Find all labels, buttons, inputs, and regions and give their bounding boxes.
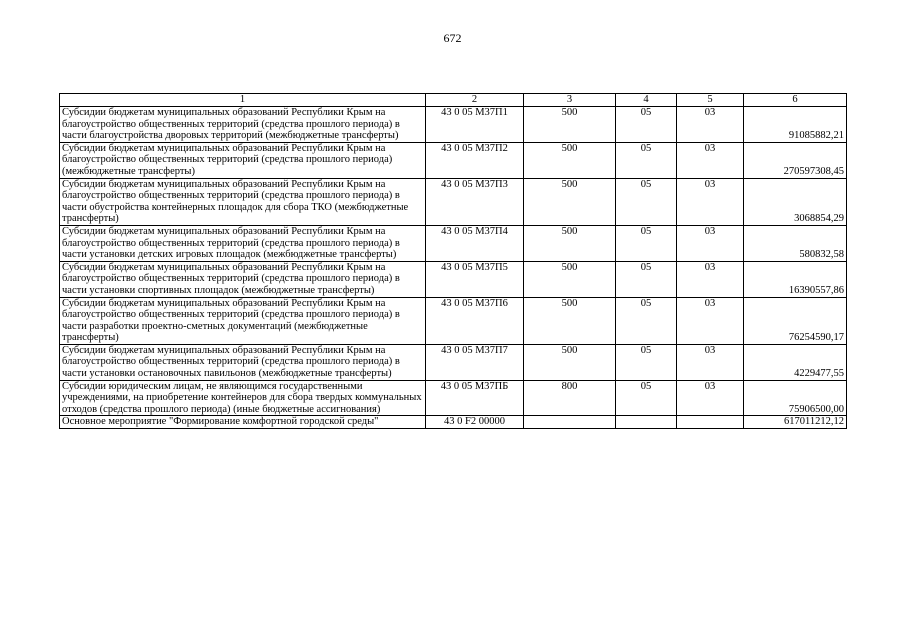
row-description: Субсидии юридическим лицам, не являющимся государственными учреждениями, на приобретение контейнеров для сбора твердых коммунальных отходов (средства прошлого периода) (иные бюджетные ассигнования) — [60, 380, 426, 416]
row-amount: 76254590,17 — [744, 297, 847, 344]
row-code: 43 0 05 М37ПБ — [426, 380, 524, 416]
table-row — [60, 380, 847, 416]
row-code: 43 0 05 М37П6 — [426, 297, 524, 344]
table-row — [60, 297, 847, 344]
row-amount: 75906500,00 — [744, 380, 847, 416]
row-section — [616, 416, 677, 429]
header-row — [60, 94, 847, 107]
table-row-total — [60, 416, 847, 429]
row-code: 43 0 05 М37П2 — [426, 142, 524, 178]
row-subsection: 03 — [677, 261, 744, 297]
row-description: Субсидии бюджетам муниципальных образований Республики Крым на благоустройство общественных территорий (средства прошлого периода) в части благоустройства дворовых территорий (межбюджетные трансферты) — [60, 107, 426, 143]
row-code: 43 0 05 М37П5 — [426, 261, 524, 297]
page-number: 672 — [443, 31, 462, 45]
table-row — [60, 261, 847, 297]
row-section: 05 — [616, 178, 677, 225]
row-description: Субсидии бюджетам муниципальных образований Республики Крым на благоустройство общественных территорий (средства прошлого периода) в части установки остановочных павильонов (межбюджетные трансферты) — [60, 344, 426, 380]
row-type: 500 — [524, 261, 616, 297]
row-section: 05 — [616, 380, 677, 416]
row-description: Субсидии бюджетам муниципальных образований Республики Крым на благоустройство общественных территорий (средства прошлого периода) (межбюджетные трансферты) — [60, 142, 426, 178]
row-subsection: 03 — [677, 178, 744, 225]
row-code: 43 0 F2 00000 — [426, 416, 524, 429]
row-description: Основное мероприятие "Формирование комфортной городской среды" — [60, 416, 426, 429]
row-code: 43 0 05 М37П3 — [426, 178, 524, 225]
row-type — [524, 416, 616, 429]
header-col-1: 1 — [60, 94, 426, 107]
header-col-5: 5 — [677, 94, 744, 107]
row-type: 500 — [524, 142, 616, 178]
row-subsection: 03 — [677, 142, 744, 178]
row-amount: 270597308,45 — [744, 142, 847, 178]
table-row — [60, 344, 847, 380]
row-section: 05 — [616, 261, 677, 297]
row-description: Субсидии бюджетам муниципальных образований Республики Крым на благоустройство общественных территорий (средства прошлого периода) в части разработки проектно-сметных документаций (межбюджетные трансферты) — [60, 297, 426, 344]
table-row — [60, 225, 847, 261]
table-row — [60, 107, 847, 143]
row-amount: 3068854,29 — [744, 178, 847, 225]
row-section: 05 — [616, 225, 677, 261]
row-subsection: 03 — [677, 380, 744, 416]
row-code: 43 0 05 М37П1 — [426, 107, 524, 143]
row-subsection: 03 — [677, 344, 744, 380]
row-type: 500 — [524, 225, 616, 261]
row-subsection: 03 — [677, 297, 744, 344]
row-description: Субсидии бюджетам муниципальных образований Республики Крым на благоустройство общественных территорий (средства прошлого периода) в части обустройства контейнерных площадок для сбора ТКО (межбюджетные трансферты) — [60, 178, 426, 225]
row-subsection: 03 — [677, 225, 744, 261]
row-section: 05 — [616, 142, 677, 178]
header-col-6: 6 — [744, 94, 847, 107]
row-amount: 617011212,12 — [744, 416, 847, 429]
row-type: 500 — [524, 107, 616, 143]
table-row — [60, 142, 847, 178]
row-description: Субсидии бюджетам муниципальных образований Республики Крым на благоустройство общественных территорий (средства прошлого периода) в части установки спортивных площадок (межбюджетные трансферты) — [60, 261, 426, 297]
row-type: 500 — [524, 297, 616, 344]
header-col-4: 4 — [616, 94, 677, 107]
table-row — [60, 178, 847, 225]
row-subsection: 03 — [677, 107, 744, 143]
budget-table — [59, 93, 847, 429]
row-amount: 580832,58 — [744, 225, 847, 261]
row-amount: 4229477,55 — [744, 344, 847, 380]
row-code: 43 0 05 М37П4 — [426, 225, 524, 261]
header-col-3: 3 — [524, 94, 616, 107]
header-col-2: 2 — [426, 94, 524, 107]
row-code: 43 0 05 М37П7 — [426, 344, 524, 380]
row-amount: 91085882,21 — [744, 107, 847, 143]
row-section: 05 — [616, 107, 677, 143]
row-type: 500 — [524, 178, 616, 225]
row-subsection — [677, 416, 744, 429]
row-amount: 16390557,86 — [744, 261, 847, 297]
row-section: 05 — [616, 344, 677, 380]
row-section: 05 — [616, 297, 677, 344]
row-type: 800 — [524, 380, 616, 416]
row-type: 500 — [524, 344, 616, 380]
row-description: Субсидии бюджетам муниципальных образований Республики Крым на благоустройство общественных территорий (средства прошлого периода) в части установки детских игровых площадок (межбюджетные трансферты) — [60, 225, 426, 261]
